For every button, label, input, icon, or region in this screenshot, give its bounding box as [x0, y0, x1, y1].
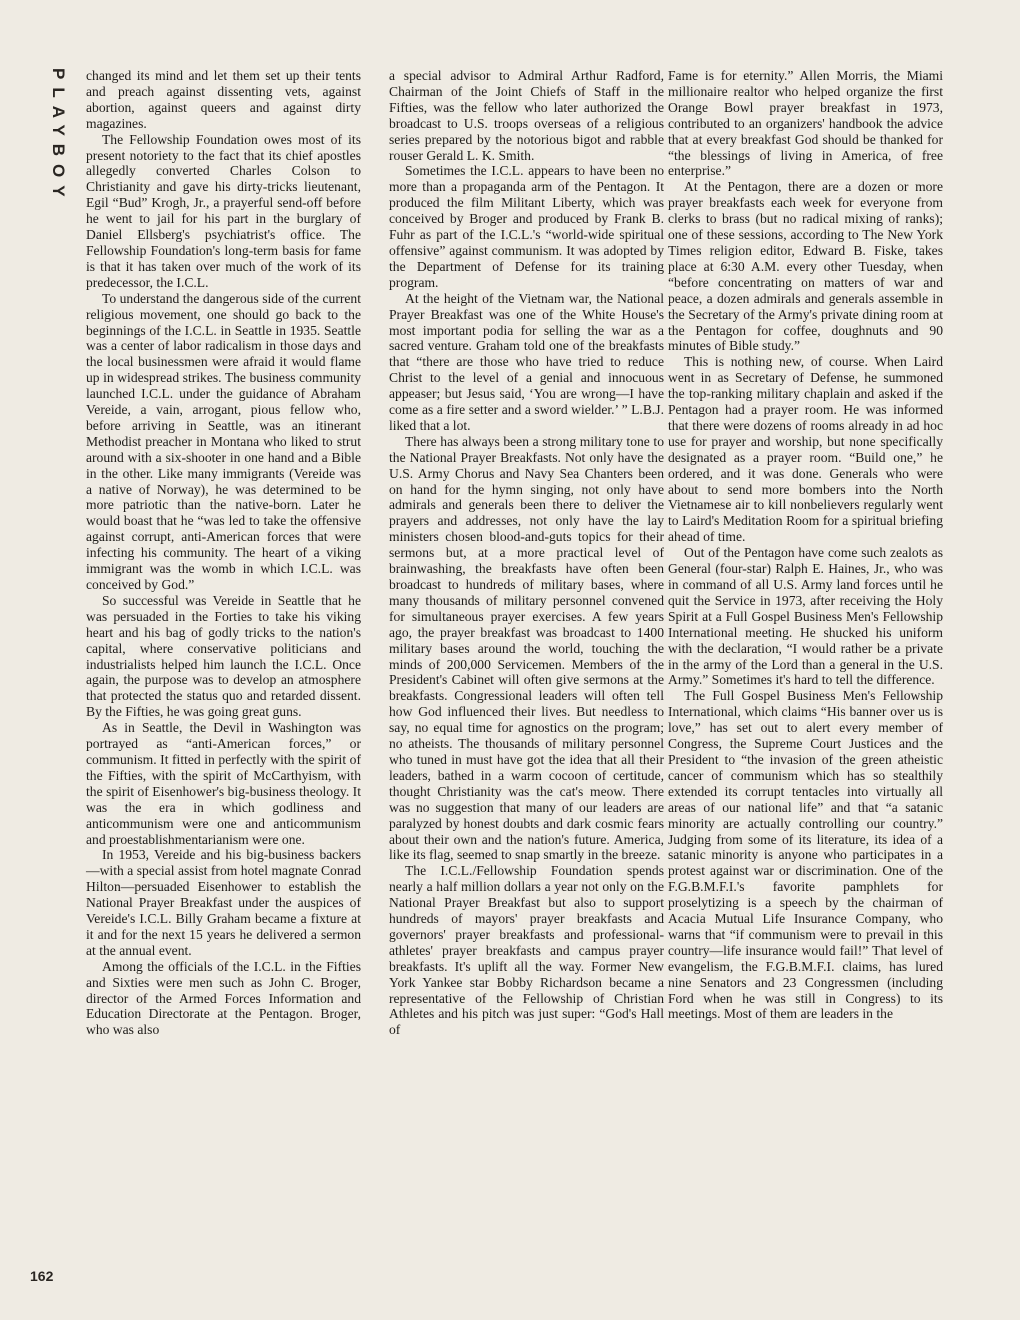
paragraph: Out of the Pentagon have come such zealots as General (four-star) Ralph E. Haines, Jr., who was in command of all U.S. Army land forces until he quit the Service in 1973, after receiving the Holy Spirit at a Full Gospel Business Men's Fellowship International meeting. He shucked his uniform with the declaration, “I would rather be a private in the army of the Lord than a general in the U.S. Army.” Sometimes it's hard to tell the difference.: [668, 545, 943, 688]
paragraph: The Full Gospel Business Men's Fellowship International, which claims “His banner over us is love,” has set out to alert every member of Congress, the Supreme Court Justices and the President to “the invasion of the green atheistic cancer of communism which has so stealthily extended its corrupt tentacles into virtually all areas of our national life” and that “a satanic minority are actually controlling our country.” Judging from some of its literature, its idea of a satanic minority is anyone who participates in a protest against war or discrimination. One of the F.G.B.M.F.I.'s favorite pamphlets for proselytizing is a speech by the chairman of Acacia Mutual Life Insurance Company, who warns that “if communism were to prevail in this country—life insurance would fail!” That level of evangelism, the F.G.B.M.F.I. claims, has lured nine Senators and 23 Congressmen (including Ford when he was still in Congress) to its meetings. Most of them are leaders in the: [668, 688, 943, 1022]
paragraph: Fame is for eternity.” Allen Morris, the Miami millionaire realtor who helped organize the first Orange Bowl prayer breakfast in 1973, contributed to an organizers' handbook the advice that at every breakfast God should be thanked for “the blessings of living in America, of free enterprise.”: [668, 68, 943, 179]
paragraph: To understand the dangerous side of the current religious movement, one should go back to the beginnings of the I.C.L. in Seattle in 1935. Seattle was a center of labor radicalism in those days and the local businessmen were afraid it would flame up in widespread strikes. The business community launched I.C.L. under the guidance of Abraham Vereide, a vain, arrogant, pious fellow who, before arriving in Seattle, was an itinerant Methodist preacher in Montana who liked to strut around with a six-shooter in one hand and a Bible in the other. Like many immigrants (Vereide was a native of Norway), he was determined to be more patriotic than the native-born. Later he would boast that he “was led to take the offensive against corrupt, anti-American forces that were infecting his community. The heart of a viking immigrant was the womb in which I.C.L. was conceived by God.”: [86, 290, 361, 592]
paragraph: Among the officials of the I.C.L. in the Fifties and Sixties were men such as John C. Broger, director of the Armed Forces Information and Education Directorate at the Pentagon. Broger, who was also: [86, 958, 361, 1038]
page-number: 162: [30, 1268, 54, 1284]
paragraph: Sometimes the I.C.L. appears to have been no more than a propaganda arm of the Pentagon. It produced the film Militant Liberty, which was conceived by Broger and produced by Frank B. Fuhr as part of the I.C.L.'s “world-wide spiritual offensive” against communism. It was adopted by the Department of Defense for its training program.: [389, 163, 664, 290]
paragraph: At the Pentagon, there are a dozen or more prayer breakfasts each week for everyone from clerks to brass (but no radical mixing of ranks); one of these sessions, according to The New York Times religion editor, Edward B. Fiske, takes place at 6:30 A.M. every other Tuesday, when “before concentrating on matters of war and peace, a dozen admirals and generals assemble in the Secretary of the Army's private dining room at the Pentagon for coffee, doughnuts and 90 minutes of Bible study.”: [668, 179, 943, 354]
paragraph: So successful was Vereide in Seattle that he was persuaded in the Forties to take his viking heart and his bag of godly tricks to the nation's capital, where conservative politicians and industrialists helped him launch the I.C.L. Once again, the purpose was to develop an atmosphere that protected the status quo and retarded dissent. By the Fifties, he was going great guns.: [86, 592, 361, 720]
paragraph: changed its mind and let them set up their tents and preach against dissenting vets, against abortion, against queers and against dirty magazines.: [86, 68, 361, 131]
paragraph: The I.C.L./Fellowship Foundation spends nearly a half million dollars a year not only on the National Prayer Breakfast but also to support hundreds of mayors' prayer breakfasts and governors' prayer breakfasts and professional-athletes' prayer breakfasts and campus prayer breakfasts. It's uplift all the way. Former New York Yankee star Bobby Richardson became a representative of the Fellowship of Christian Athletes and his pitch was just super: “God's Hall of: [389, 863, 664, 1038]
paragraph: a special advisor to Admiral Arthur Radford, Chairman of the Joint Chiefs of Staff in the Fifties, was the fellow who later authorized the broadcast to U.S. troops overseas of a religious series prepared by the notorious bigot and rabble rouser Gerald L. K. Smith.: [389, 68, 664, 163]
column-1: [86, 68, 361, 1038]
paragraph: In 1953, Vereide and his big-business backers—with a special assist from hotel magnate Conrad Hilton—persuaded Eisenhower to establish the National Prayer Breakfast under the auspices of Vereide's I.C.L. Billy Graham became a fixture at it and for the next 15 years he delivered a sermon at the annual event.: [86, 847, 361, 958]
paragraph: This is nothing new, of course. When Laird went in as Secretary of Defense, he summoned the top-ranking military chaplain and asked if the Pentagon had a prayer room. He was informed that there were dozens of rooms already in ad hoc use for prayer and worship, but none specifically designated as a prayer room. “Build one,” he ordered, and it was done. Generals who were about to send more bombers into the North Vietnamese air to kill nonbelievers regularly went to Laird's Meditation Room for a spiritual briefing ahead of time.: [668, 354, 943, 545]
masthead: [44, 68, 74, 205]
column-3: [668, 68, 943, 1022]
paragraph: There has always been a strong military tone to the National Prayer Breakfasts. Not only have the U.S. Army Chorus and Navy Sea Chanters been on hand for the hymn singing, not only have admirals and generals been there to deliver the prayers and addresses, not only have the lay ministers chosen blood-and-guts topics for their sermons but, at a more practical level of brainwashing, the breakfasts have often been broadcast to hundreds of military bases, where many thousands of military personnel convened for simultaneous prayer exercises. A few years ago, the prayer breakfast was broadcast to 1400 military bases around the world, touching the minds of 200,000 Servicemen. Members of the President's Cabinet will often give sermons at the breakfasts. Congressional leaders will often tell how God influenced their lives. But needless to say, no equal time for agnostics on the program; no atheists. The thousands of military personnel who tuned in must have got the idea that all their leaders, bathed in a warm cocoon of certitude, thought Christianity was the cat's meow. There was no suggestion that many of our leaders are paralyzed by honest doubts and dark cosmic fears about their own and the nation's future. America, like its flag, seemed to snap smartly in the breeze.: [389, 433, 664, 863]
column-2: [389, 68, 664, 1038]
magazine-name: PLAYBOY: [49, 68, 68, 205]
paragraph: The Fellowship Foundation owes most of its present notoriety to the fact that its chief apostles allegedly converted Charles Colson to Christianity and gave his dirty-tricks lieutenant, Egil “Bud” Krogh, Jr., a prayerful send-off before he went to jail for his part in the burglary of Daniel Ellsberg's psychiatrist's office. The Fellowship Foundation's long-term basis for fame is that it has taken over much of the work of its predecessor, the I.C.L.: [86, 131, 361, 290]
paragraph: At the height of the Vietnam war, the National Prayer Breakfast was one of the White House's most important podia for selling the war as a sacred venture. Graham told one of the breakfasts that “there are those who have tried to reduce Christ to the level of a genial and innocuous appeaser; but Jesus said, ‘You are wrong—I have come as a fire setter and a sword wielder.’ ” L.B.J. liked that a lot.: [389, 290, 664, 433]
paragraph: As in Seattle, the Devil in Washington was portrayed as “anti-American forces,” or communism. It fitted in perfectly with the spirit of the Fifties, with the spirit of McCarthyism, with the spirit of Eisenhower's big-business theology. It was the era in which godliness and anticommunism were one and anticommunism and proestablishmentarianism were one.: [86, 720, 361, 847]
